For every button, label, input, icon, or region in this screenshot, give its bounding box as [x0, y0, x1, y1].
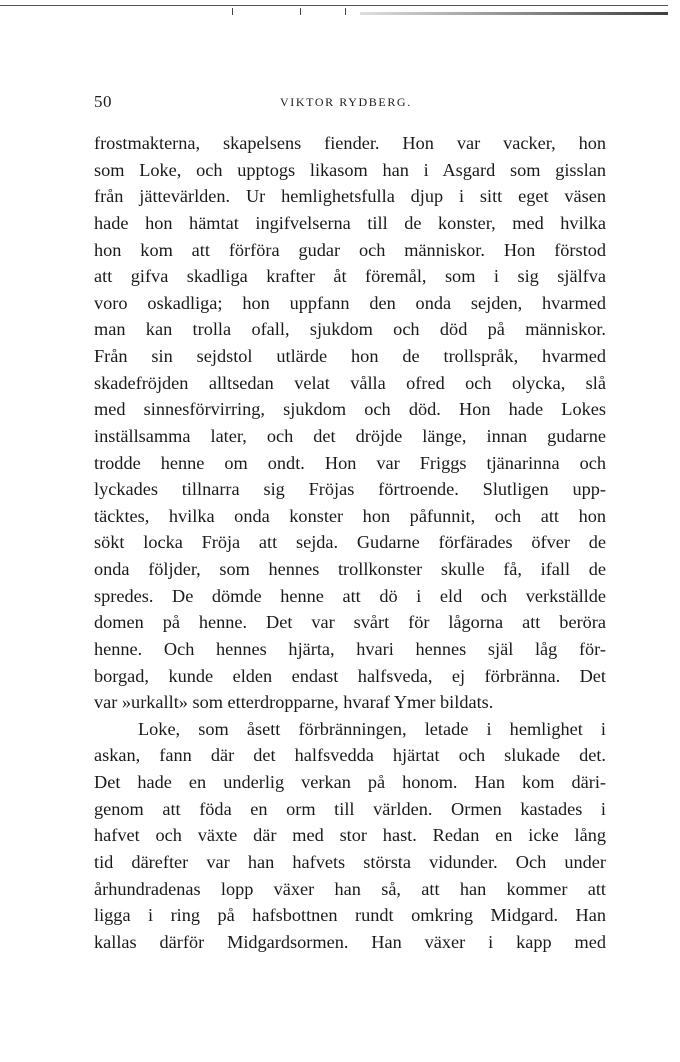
running-title: VIKTOR RYDBERG.	[280, 95, 412, 109]
text-line: trodde henne om ondt. Hon var Friggs tjänarinna och	[94, 452, 606, 473]
text-line: sökt locka Fröja att sejda. Gudarne förfärades öfver de	[94, 532, 606, 553]
text-line: genom att föda en orm till världen. Ormen kastades i	[94, 798, 606, 819]
text-line: som Loke, och upptogs likasom han i Asgard som gisslan	[94, 159, 606, 180]
rule-tick	[300, 8, 301, 15]
text-line: ligga i ring på hafsbottnen rundt omkring Midgard. Han	[94, 905, 606, 926]
text-line: århundradenas lopp växer han så, att han kommer att	[94, 878, 606, 899]
text-line: hafvet och växte där med stor hast. Redan en icke lång	[94, 825, 606, 846]
text-line: Från sin sejdstol utlärde hon de trollspråk, hvarmed	[94, 346, 606, 366]
text-line: tid därefter var han hafvets största vidunder. Och under	[94, 851, 606, 872]
text-line: askan, fann där det halfsvedda hjärtat och slukade det.	[94, 745, 606, 766]
text-line: inställsamma later, och det dröjde länge, innan gudarne	[94, 425, 606, 446]
text-line: hon kom att förföra gudar och människor. Hon förstod	[94, 239, 606, 260]
text-line: var »urkallt» som etterdropparne, hvaraf Ymer bildats.	[94, 692, 494, 713]
text-line: att gifva skadliga krafter åt föremål, som i sig själfva	[94, 266, 606, 287]
text-line: borgad, kunde elden endast halfsveda, ej förbränna. Det	[94, 665, 606, 686]
text-line: kallas därför Midgardsormen. Han växer i kapp med	[94, 931, 606, 952]
text-line: Loke, som åsett förbränningen, letade i hemlighet i	[138, 718, 606, 739]
text-line: man kan trolla ofall, sjukdom och död på människor.	[94, 319, 606, 340]
text-line: frostmakterna, skapelsens fiender. Hon var vacker, hon	[94, 133, 606, 153]
text-line: domen på henne. Det var svårt för lågorna att beröra	[94, 612, 606, 633]
text-line: skadefröjden alltsedan velat vålla ofred och olycka, slå	[94, 372, 606, 393]
text-line: voro oskadliga; hon uppfann den onda sejden, hvarmed	[94, 292, 606, 313]
text-line: täcktes, hvilka onda konster hon påfunnit, och att hon	[94, 505, 606, 526]
page-number: 50	[94, 92, 112, 111]
body-text	[94, 130, 606, 955]
top-rule	[0, 5, 668, 6]
text-line: med sinnesförvirring, sjukdom och död. Hon hade Lokes	[94, 399, 606, 420]
running-head	[94, 92, 606, 114]
text-line: Det hade en underlig verkan på honom. Han kom däri-	[94, 772, 606, 792]
text-line: lyckades tillnarra sig Fröjas förtroende. Slutligen upp-	[94, 479, 606, 500]
text-line: från jättevärlden. Ur hemlighetsfulla djup i sitt eget väsen	[94, 186, 606, 207]
text-line: onda följder, som hennes trollkonster skulle få, ifall de	[94, 559, 606, 579]
text-line: hade hon hämtat ingifvelserna till de konster, med hvilka	[94, 212, 606, 233]
rule-tick	[345, 8, 346, 15]
text-line: henne. Och hennes hjärta, hvari hennes själ låg för-	[94, 638, 606, 659]
rule-tick	[232, 8, 233, 15]
text-line: spredes. De dömde henne att dö i eld och verkställde	[94, 585, 606, 606]
top-rule-shadow	[360, 12, 668, 15]
